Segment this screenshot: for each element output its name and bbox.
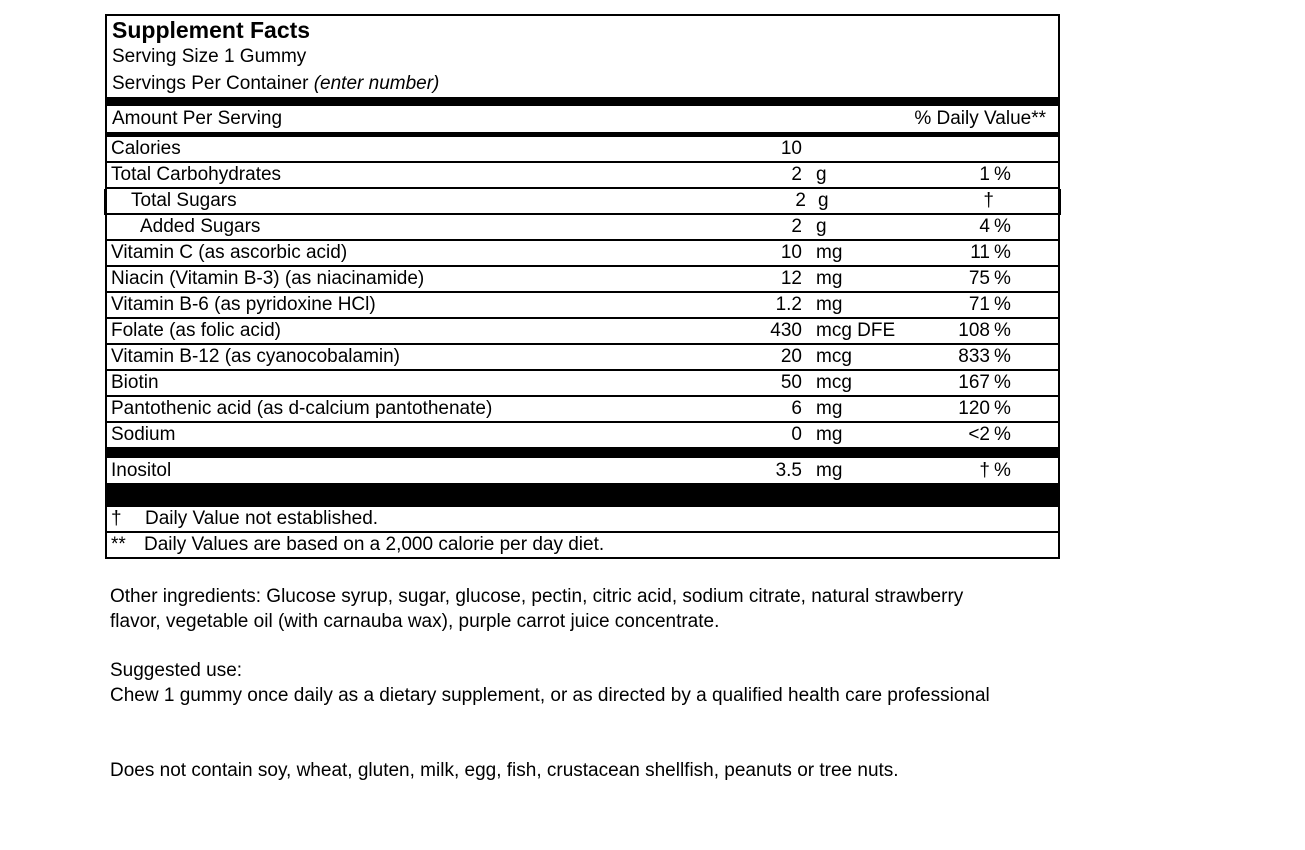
ingredient-daily-value: † [979,460,990,481]
nutrient-row-niacin [107,267,1058,293]
percent-sign: % [994,216,1011,237]
percent-sign: % [994,398,1011,419]
nutrient-amount: 6 [791,398,802,419]
daily-value-header: % Daily Value** [914,108,1046,129]
nutrient-name: Niacin (Vitamin B-3) (as niacinamide) [111,268,425,289]
nutrient-name: Sodium [111,424,176,445]
suggested-use [110,658,990,708]
nutrient-row-vitamin-b6 [107,293,1058,319]
nutrient-name: Vitamin C (as ascorbic acid) [111,242,348,263]
nutrient-daily-value: 120 [958,398,990,419]
percent-sign: % [994,294,1011,315]
amount-per-serving-header [107,106,1058,133]
nutrient-unit: g [818,190,829,211]
nutrient-amount: 12 [780,268,802,289]
nutrient-unit: mg [816,242,843,263]
nutrient-amount: 1.2 [775,294,802,315]
nutrient-name: Calories [111,138,181,159]
other-ingredient-row-inositol [107,458,1058,483]
nutrient-row-total-sugars [104,189,1061,215]
nutrient-daily-value: 75 [968,268,990,289]
nutrient-unit: g [816,164,827,185]
suggested-use-text: Chew 1 gummy once daily as a dietary supplement, or as directed by a qualified health care professional [110,685,990,706]
footnote-symbol: † [111,508,122,529]
ingredient-unit: mg [816,460,843,481]
black-bar [107,483,1058,507]
nutrient-amount: 430 [770,320,802,341]
nutrient-daily-value: † [983,190,994,211]
supplement-facts-panel [105,14,1060,559]
nutrient-amount: 10 [780,138,802,159]
nutrient-amount: 20 [780,346,802,367]
nutrient-amount: 2 [791,164,802,185]
nutrient-unit: mcg DFE [816,320,896,341]
nutrient-name: Added Sugars [140,216,261,237]
percent-sign: % [994,424,1011,445]
nutrient-row-vitamin-c [107,241,1058,267]
nutrient-row-biotin [107,371,1058,397]
nutrient-daily-value: 4 [979,216,990,237]
nutrient-unit: mg [816,294,843,315]
other-ingredients [110,584,963,634]
allergen-statement: Does not contain soy, wheat, gluten, milk, egg, fish, crustacean shellfish, peanuts or tree nuts. [110,760,899,781]
nutrient-unit: mcg [816,372,852,393]
footnote-text: Daily Value not established. [145,508,379,529]
nutrient-name: Pantothenic acid (as d-calcium pantothenate) [111,398,493,419]
nutrient-unit: g [816,216,827,237]
nutrient-row-total-carbohydrates [107,163,1058,189]
footnote-dagger [107,507,1058,531]
percent-sign: % [994,164,1011,185]
percent-sign: % [994,372,1011,393]
nutrient-daily-value: 1 [979,164,990,185]
panel-title: Supplement Facts [112,17,311,43]
nutrient-daily-value: <2 [968,424,990,445]
suggested-use-heading: Suggested use: [110,660,243,681]
percent-sign: % [994,346,1011,367]
footnote-text: Daily Values are based on a 2,000 calorie per day diet. [144,534,605,555]
nutrient-unit: mg [816,424,843,445]
thick-divider [107,97,1058,106]
amount-per-serving-label: Amount Per Serving [112,108,283,129]
nutrient-name: Biotin [111,372,159,393]
nutrient-name: Vitamin B-12 (as cyanocobalamin) [111,346,401,367]
nutrient-unit: mg [816,398,843,419]
percent-sign: % [994,268,1011,289]
nutrient-amount: 2 [791,216,802,237]
nutrient-row-folate [107,319,1058,345]
nutrient-name: Total Carbohydrates [111,164,282,185]
nutrient-amount: 0 [791,424,802,445]
nutrient-row-calories [107,137,1058,163]
nutrient-daily-value: 11 [970,242,990,263]
nutrient-unit: mcg [816,346,852,367]
servings-per-container-label: Servings Per Container [112,73,314,94]
nutrient-row-added-sugars [107,215,1058,241]
nutrient-unit: mg [816,268,843,289]
nutrient-name: Vitamin B-6 (as pyridoxine HCl) [111,294,376,315]
thick-divider [107,447,1058,458]
ingredient-name: Inositol [111,460,172,481]
nutrient-amount: 50 [780,372,802,393]
other-ingredients-line-1: Other ingredients: Glucose syrup, sugar, glucose, pectin, citric acid, sodium citrate, natural strawberry [110,586,964,607]
percent-sign: % [994,242,1011,263]
nutrient-row-sodium [107,423,1058,447]
nutrient-daily-value: 167 [958,372,990,393]
servings-per-container-value: (enter number) [313,73,440,94]
percent-sign: % [994,320,1011,341]
nutrient-row-pantothenic-acid [107,397,1058,423]
other-ingredients-line-2: flavor, vegetable oil (with carnauba wax), purple carrot juice concentrate. [110,611,720,632]
percent-sign: % [994,460,1011,481]
nutrient-amount: 2 [795,190,806,211]
servings-per-container [107,70,1058,97]
nutrient-daily-value: 833 [958,346,990,367]
nutrient-name: Folate (as folic acid) [111,320,282,341]
nutrient-row-vitamin-b12 [107,345,1058,371]
nutrient-name: Total Sugars [131,190,237,211]
nutrient-daily-value: 71 [968,294,990,315]
serving-size: Serving Size 1 Gummy [112,46,307,67]
footnote-daily-values [107,531,1058,557]
nutrient-daily-value: 108 [958,320,990,341]
ingredient-amount: 3.5 [775,460,802,481]
nutrient-amount: 10 [780,242,802,263]
footnote-symbol: ** [111,534,126,555]
